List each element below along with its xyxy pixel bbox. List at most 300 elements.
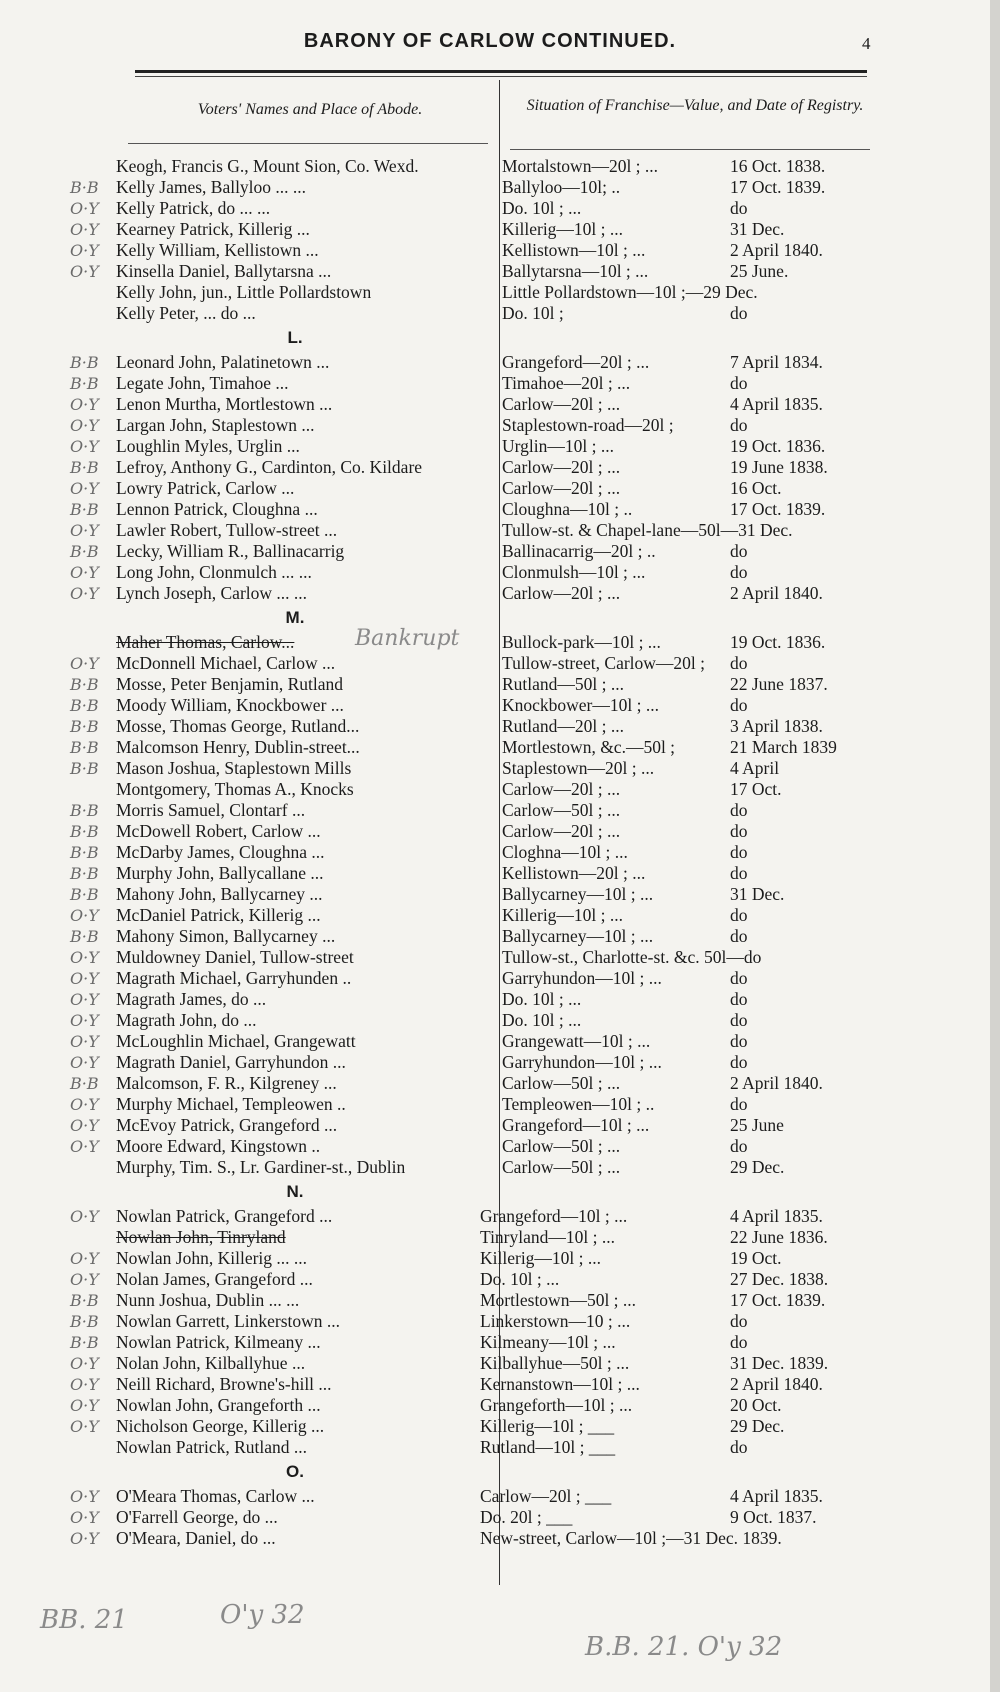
- franchise-situation: Ballytarsna—10l ; ...: [502, 261, 649, 281]
- voter-row: [0, 1073, 990, 1094]
- voter-name: McLoughlin Michael, Grangewatt: [116, 1031, 356, 1051]
- voter-mark: O·Y: [70, 1396, 99, 1415]
- voter-row: [0, 415, 990, 436]
- voter-row: [0, 737, 990, 758]
- registry-date: do: [730, 1136, 748, 1156]
- registry-date: do: [730, 905, 748, 925]
- voter-name: O'Farrell George, do ...: [116, 1507, 278, 1527]
- voter-name: Magrath John, do ...: [116, 1010, 257, 1030]
- voter-row: [0, 1437, 990, 1458]
- franchise-situation: Tullow-st. & Chapel-lane—50l—31 Dec.: [502, 520, 793, 540]
- registry-date: 4 April 1835.: [730, 1486, 823, 1506]
- registry-date: 22 June 1837.: [730, 674, 828, 694]
- voter-name: Malcomson Henry, Dublin-street...: [116, 737, 360, 757]
- voter-name: McDowell Robert, Carlow ...: [116, 821, 321, 841]
- voter-name: McEvoy Patrick, Grangeford ...: [116, 1115, 338, 1135]
- voter-mark: B·B: [70, 675, 99, 694]
- voter-row: [0, 905, 990, 926]
- voter-row: [0, 1031, 990, 1052]
- franchise-situation: Carlow—20l ; ...: [502, 821, 621, 841]
- voter-mark: O·Y: [70, 521, 99, 540]
- registry-date: do: [730, 541, 748, 561]
- voter-name: Nowlan John, Tinryland: [116, 1227, 286, 1247]
- voter-mark: B·B: [70, 458, 99, 477]
- voter-name: Lawler Robert, Tullow-street ...: [116, 520, 338, 540]
- voter-name: Murphy, Tim. S., Lr. Gardiner-st., Dublin: [116, 1157, 406, 1177]
- voter-name: Kelly Patrick, do ... ...: [116, 198, 271, 218]
- franchise-situation: Ballycarney—10l ; ...: [502, 884, 654, 904]
- voter-mark: B·B: [70, 1312, 99, 1331]
- voter-row: [0, 436, 990, 457]
- voter-name: Kearney Patrick, Killerig ...: [116, 219, 310, 239]
- franchise-situation: Do. 10l ; ...: [502, 198, 582, 218]
- voter-mark: B·B: [70, 759, 99, 778]
- voter-mark: O·Y: [70, 1487, 99, 1506]
- franchise-situation: Garryhundon—10l ; ...: [502, 968, 662, 988]
- franchise-situation: New-street, Carlow—10l ;—31 Dec. 1839.: [480, 1528, 782, 1548]
- voter-mark: B·B: [70, 864, 99, 883]
- registry-date: 31 Dec.: [730, 884, 785, 904]
- registry-date: do: [730, 821, 748, 841]
- voter-mark: O·Y: [70, 969, 99, 988]
- voter-row: [0, 457, 990, 478]
- registry-date: 17 Oct. 1839.: [730, 177, 826, 197]
- voter-row: [0, 1486, 990, 1507]
- franchise-situation: Linkerstown—10 ; ...: [480, 1311, 631, 1331]
- voter-mark: B·B: [70, 801, 99, 820]
- registry-date: do: [730, 968, 748, 988]
- registry-date: 2 April 1840.: [730, 1073, 823, 1093]
- voter-row: [0, 1374, 990, 1395]
- voter-row: [0, 583, 990, 604]
- voter-mark: O·Y: [70, 1053, 99, 1072]
- voter-row: [0, 842, 990, 863]
- registry-date: 25 June: [730, 1115, 784, 1135]
- registry-date: do: [730, 800, 748, 820]
- franchise-situation: Kilmeany—10l ; ...: [480, 1332, 616, 1352]
- franchise-situation: Mortlestown, &c.—50l ;: [502, 737, 676, 757]
- voter-row: [0, 240, 990, 261]
- voter-row: [0, 520, 990, 541]
- voter-name: Magrath Michael, Garryhunden ..: [116, 968, 352, 988]
- registry-date: do: [730, 1332, 748, 1352]
- voter-row: [0, 1332, 990, 1353]
- registry-date: 4 April 1835.: [730, 1206, 823, 1226]
- franchise-situation: Grangeforth—10l ; ...: [480, 1395, 633, 1415]
- voter-mark: O·Y: [70, 437, 99, 456]
- voter-mark: B·B: [70, 717, 99, 736]
- voter-name: McDaniel Patrick, Killerig ...: [116, 905, 321, 925]
- voter-name: Legate John, Timahoe ...: [116, 373, 289, 393]
- voter-name: Nolan John, Kilballyhue ...: [116, 1353, 306, 1373]
- franchise-situation: Cloughna—10l ; ..: [502, 499, 633, 519]
- registry-date: do: [730, 198, 748, 218]
- column-header-rule-left: [128, 143, 488, 144]
- voter-name: Mosse, Thomas George, Rutland...: [116, 716, 360, 736]
- section-letter: M.: [285, 608, 305, 627]
- voter-mark: O·Y: [70, 1011, 99, 1030]
- voter-mark: O·Y: [70, 1249, 99, 1268]
- registry-date: 4 April: [730, 758, 780, 778]
- voter-name: Nowlan Garrett, Linkerstown ...: [116, 1311, 341, 1331]
- voter-row: [0, 394, 990, 415]
- voter-mark: B·B: [70, 1333, 99, 1352]
- franchise-situation: Bullock-park—10l ; ...: [502, 632, 661, 652]
- registry-date: 25 June.: [730, 261, 789, 281]
- registry-date: 17 Oct.: [730, 779, 782, 799]
- voter-mark: O·Y: [70, 1417, 99, 1436]
- page-edge: [990, 0, 1000, 1692]
- registry-date: do: [730, 1052, 748, 1072]
- bankrupt-annotation: Bankrupt: [355, 626, 460, 651]
- voter-row: [0, 1416, 990, 1437]
- voter-mark: B·B: [70, 1291, 99, 1310]
- voter-mark: O·Y: [70, 262, 99, 281]
- registry-date: 16 Oct. 1838.: [730, 156, 826, 176]
- voter-mark: B·B: [70, 1074, 99, 1093]
- franchise-situation: Grangewatt—10l ; ...: [502, 1031, 651, 1051]
- voter-name: Kelly Peter, ... do ...: [116, 303, 256, 323]
- franchise-situation: Carlow—20l ; ...: [502, 478, 621, 498]
- voter-row: [0, 541, 990, 562]
- franchise-situation: Carlow—20l ; ...: [502, 583, 621, 603]
- franchise-situation: Cloghna—10l ; ...: [502, 842, 628, 862]
- voter-mark: O·Y: [70, 948, 99, 967]
- franchise-situation: Carlow—20l ; ...: [502, 779, 621, 799]
- voter-row: [0, 989, 990, 1010]
- franchise-situation: Do. 10l ; ...: [502, 1010, 582, 1030]
- voter-name: Nicholson George, Killerig ...: [116, 1416, 325, 1436]
- voter-mark: B·B: [70, 178, 99, 197]
- franchise-situation: Carlow—20l ; ___: [480, 1486, 612, 1506]
- column-header-franchise: Situation of Franchise—Value, and Date of Registry.: [526, 97, 864, 114]
- voter-name: Magrath Daniel, Garryhundon ...: [116, 1052, 346, 1072]
- voter-name: Nunn Joshua, Dublin ... ...: [116, 1290, 300, 1310]
- voter-name: Magrath James, do ...: [116, 989, 267, 1009]
- voter-row: [0, 1206, 990, 1227]
- handwritten-note-bb: BB. 21: [40, 1605, 128, 1635]
- voter-name: Long John, Clonmulch ... ...: [116, 562, 312, 582]
- voter-name: Maher Thomas, Carlow...: [116, 632, 295, 652]
- voter-name: Lefroy, Anthony G., Cardinton, Co. Kildare: [116, 457, 423, 477]
- voter-mark: O·Y: [70, 1508, 99, 1527]
- voter-row: [0, 1353, 990, 1374]
- voter-mark: B·B: [70, 843, 99, 862]
- franchise-situation: Clonmulsh—10l ; ...: [502, 562, 646, 582]
- section-letter: N.: [286, 1182, 304, 1201]
- voter-row: [0, 968, 990, 989]
- franchise-situation: Ballycarney—10l ; ...: [502, 926, 654, 946]
- franchise-situation: Grangeford—10l ; ...: [502, 1115, 650, 1135]
- voter-row: [0, 198, 990, 219]
- voter-name: McDarby James, Cloughna ...: [116, 842, 325, 862]
- header-rule: [135, 70, 867, 73]
- voter-name: Kelly John, jun., Little Pollardstown: [116, 282, 372, 302]
- voter-row: [0, 1136, 990, 1157]
- voter-mark: O·Y: [70, 479, 99, 498]
- registry-date: do: [730, 926, 748, 946]
- registry-date: 3 April 1838.: [730, 716, 823, 736]
- registry-date: 27 Dec. 1838.: [730, 1269, 829, 1289]
- voter-name: O'Meara Thomas, Carlow ...: [116, 1486, 315, 1506]
- voter-mark: O·Y: [70, 1095, 99, 1114]
- franchise-situation: Carlow—20l ; ...: [502, 394, 621, 414]
- voter-row: [0, 1115, 990, 1136]
- franchise-situation: Do. 10l ; ...: [502, 989, 582, 1009]
- franchise-situation: Ballyloo—10l; ..: [502, 177, 621, 197]
- registry-date: do: [730, 653, 748, 673]
- voter-row: [0, 1010, 990, 1031]
- voter-name: Largan John, Staplestown ...: [116, 415, 315, 435]
- voter-mark: O·Y: [70, 1375, 99, 1394]
- voter-name: Lennon Patrick, Cloughna ...: [116, 499, 318, 519]
- registry-date: 17 Oct. 1839.: [730, 499, 826, 519]
- franchise-situation: Kernanstown—10l ; ...: [480, 1374, 640, 1394]
- franchise-situation: Mortalstown—20l ; ...: [502, 156, 659, 176]
- franchise-situation: Rutland—50l ; ...: [502, 674, 625, 694]
- voter-mark: O·Y: [70, 220, 99, 239]
- voter-row: [0, 821, 990, 842]
- page-title: BARONY OF CARLOW CONTINUED.: [303, 30, 677, 52]
- voter-name: Lynch Joseph, Carlow ... ...: [116, 583, 308, 603]
- franchise-situation: Rutland—20l ; ...: [502, 716, 625, 736]
- voter-mark: B·B: [70, 542, 99, 561]
- franchise-situation: Carlow—20l ; ...: [502, 457, 621, 477]
- voter-mark: O·Y: [70, 241, 99, 260]
- registry-date: do: [730, 695, 748, 715]
- registry-date: do: [730, 415, 748, 435]
- voter-mark: O·Y: [70, 1137, 99, 1156]
- franchise-situation: Grangeford—10l ; ...: [480, 1206, 628, 1226]
- registry-date: do: [730, 1094, 748, 1114]
- voter-name: Murphy John, Ballycallane ...: [116, 863, 324, 883]
- franchise-situation: Do. 10l ; ...: [480, 1269, 560, 1289]
- voter-row: [0, 1052, 990, 1073]
- voter-row: [0, 177, 990, 198]
- registry-date: 31 Dec.: [730, 219, 785, 239]
- registry-date: 19 June 1838.: [730, 457, 828, 477]
- voter-mark: O·Y: [70, 1116, 99, 1135]
- voter-mark: O·Y: [70, 1529, 99, 1548]
- franchise-situation: Tullow-street, Carlow—20l ;: [502, 653, 706, 673]
- registry-date: 9 Oct. 1837.: [730, 1507, 817, 1527]
- voter-mark: O·Y: [70, 395, 99, 414]
- franchise-situation: Kellistown—20l ; ...: [502, 863, 646, 883]
- franchise-situation: Do. 10l ;: [502, 303, 564, 323]
- registry-date: do: [730, 562, 748, 582]
- franchise-situation: Little Pollardstown—10l ;—29 Dec.: [502, 282, 758, 302]
- voter-mark: B·B: [70, 500, 99, 519]
- voter-name: Morris Samuel, Clontarf ...: [116, 800, 306, 820]
- franchise-situation: Staplestown—20l ; ...: [502, 758, 655, 778]
- voter-row: [0, 800, 990, 821]
- registry-date: do: [730, 989, 748, 1009]
- voter-mark: O·Y: [70, 1032, 99, 1051]
- voter-name: Kelly James, Ballyloo ... ...: [116, 177, 307, 197]
- voter-name: Murphy Michael, Templeowen ..: [116, 1094, 346, 1114]
- registry-date: 19 Oct. 1836.: [730, 632, 826, 652]
- voter-name: Lecky, William R., Ballinacarrig: [116, 541, 345, 561]
- franchise-situation: Garryhundon—10l ; ...: [502, 1052, 662, 1072]
- voter-row: [0, 674, 990, 695]
- voter-row: [0, 1395, 990, 1416]
- registry-date: 31 Dec. 1839.: [730, 1353, 829, 1373]
- registry-date: 2 April 1840.: [730, 583, 823, 603]
- voter-mark: B·B: [70, 738, 99, 757]
- voter-mark: B·B: [70, 927, 99, 946]
- voter-name: O'Meara, Daniel, do ...: [116, 1528, 276, 1548]
- voter-name: Nowlan John, Grangeforth ...: [116, 1395, 321, 1415]
- franchise-situation: Kellistown—10l ; ...: [502, 240, 646, 260]
- franchise-situation: Carlow—50l ; ...: [502, 1073, 621, 1093]
- voter-name: Mason Joshua, Staplestown Mills: [116, 758, 352, 778]
- registry-date: 29 Dec.: [730, 1416, 785, 1436]
- franchise-situation: Rutland—10l ; ___: [480, 1437, 616, 1457]
- franchise-situation: Ballinacarrig—20l ; ..: [502, 541, 656, 561]
- section-letter: L.: [287, 328, 303, 347]
- franchise-situation: Carlow—50l ; ...: [502, 1136, 621, 1156]
- voter-name: Neill Richard, Browne's-hill ...: [116, 1374, 332, 1394]
- voter-row: [0, 1311, 990, 1332]
- voter-mark: O·Y: [70, 563, 99, 582]
- voter-row: [0, 478, 990, 499]
- voter-row: [0, 303, 990, 324]
- voter-name: Kelly William, Kellistown ...: [116, 240, 319, 260]
- voter-row: [0, 863, 990, 884]
- franchise-situation: Timahoe—20l ; ...: [502, 373, 631, 393]
- voter-row: [0, 1269, 990, 1290]
- voter-mark: O·Y: [70, 416, 99, 435]
- franchise-situation: Tinryland—10l ; ...: [480, 1227, 615, 1247]
- registry-date: 20 Oct.: [730, 1395, 782, 1415]
- voter-mark: B·B: [70, 696, 99, 715]
- handwritten-note-oy: O'y 32: [220, 1600, 305, 1630]
- header-rule-thin: [135, 76, 867, 77]
- registry-date: 4 April 1835.: [730, 394, 823, 414]
- registry-date: do: [730, 1437, 748, 1457]
- registry-date: do: [730, 1311, 748, 1331]
- voter-row: [0, 1290, 990, 1311]
- voter-row: [0, 562, 990, 583]
- voter-row: [0, 261, 990, 282]
- voter-row: [0, 884, 990, 905]
- voter-name: Lenon Murtha, Mortlestown ...: [116, 394, 333, 414]
- voter-row: [0, 219, 990, 240]
- franchise-situation: Carlow—50l ; ...: [502, 800, 621, 820]
- voter-row: [0, 1227, 990, 1248]
- voter-mark: B·B: [70, 353, 99, 372]
- franchise-situation: Staplestown-road—20l ;: [502, 415, 674, 435]
- voter-name: Mosse, Peter Benjamin, Rutland: [116, 674, 343, 694]
- voter-row: [0, 1094, 990, 1115]
- voter-name: Montgomery, Thomas A., Knocks: [116, 779, 354, 799]
- registry-date: 7 April 1834.: [730, 352, 823, 372]
- voter-name: Nowlan Patrick, Kilmeany ...: [116, 1332, 321, 1352]
- voter-name: McDonnell Michael, Carlow ...: [116, 653, 336, 673]
- voter-name: Loughlin Myles, Urglin ...: [116, 436, 300, 456]
- voter-row: [0, 695, 990, 716]
- voter-mark: O·Y: [70, 1207, 99, 1226]
- franchise-situation: Knockbower—10l ; ...: [502, 695, 659, 715]
- registry-date: 16 Oct.: [730, 478, 782, 498]
- franchise-situation: Tullow-st., Charlotte-st. &c. 50l—do: [502, 947, 762, 967]
- voter-mark: B·B: [70, 374, 99, 393]
- voter-name: Nowlan Patrick, Grangeford ...: [116, 1206, 333, 1226]
- voter-row: [0, 716, 990, 737]
- voter-row: [0, 1507, 990, 1528]
- registry-date: 2 April 1840.: [730, 240, 823, 260]
- franchise-situation: Templeowen—10l ; ..: [502, 1094, 655, 1114]
- voter-name: Mahony Simon, Ballycarney ...: [116, 926, 336, 946]
- franchise-situation: Carlow—50l ; ...: [502, 1157, 621, 1177]
- voter-mark: O·Y: [70, 584, 99, 603]
- registry-date: 19 Oct.: [730, 1248, 782, 1268]
- voter-row: [0, 926, 990, 947]
- voter-row: [0, 1157, 990, 1178]
- voter-mark: O·Y: [70, 199, 99, 218]
- voter-name: Moore Edward, Kingstown ..: [116, 1136, 321, 1156]
- voter-row: [0, 1248, 990, 1269]
- voter-row: [0, 1528, 990, 1549]
- voter-mark: B·B: [70, 885, 99, 904]
- voter-row: [0, 352, 990, 373]
- voter-mark: O·Y: [70, 1354, 99, 1373]
- voter-mark: O·Y: [70, 906, 99, 925]
- franchise-situation: Urglin—10l ; ...: [502, 436, 614, 456]
- franchise-situation: Do. 20l ; ___: [480, 1507, 573, 1527]
- franchise-situation: Kilballyhue—50l ; ...: [480, 1353, 630, 1373]
- voter-row: [0, 499, 990, 520]
- voter-name: Keogh, Francis G., Mount Sion, Co. Wexd.: [116, 156, 419, 176]
- voter-name: Malcomson, F. R., Kilgreney ...: [116, 1073, 337, 1093]
- voter-name: Nowlan Patrick, Rutland ...: [116, 1437, 308, 1457]
- franchise-situation: Killerig—10l ; ...: [480, 1248, 602, 1268]
- voter-row: [0, 156, 990, 177]
- registry-date: 29 Dec.: [730, 1157, 785, 1177]
- registry-date: do: [730, 1031, 748, 1051]
- registry-date: 2 April 1840.: [730, 1374, 823, 1394]
- registry-date: do: [730, 373, 748, 393]
- franchise-situation: Killerig—10l ; ...: [502, 219, 624, 239]
- voter-mark: O·Y: [70, 1270, 99, 1289]
- voter-name: Nowlan John, Killerig ... ...: [116, 1248, 308, 1268]
- registry-date: 17 Oct. 1839.: [730, 1290, 826, 1310]
- registry-date: do: [730, 863, 748, 883]
- handwritten-note-total: B.B. 21. O'y 32: [585, 1632, 783, 1662]
- franchise-situation: Grangeford—20l ; ...: [502, 352, 650, 372]
- voter-name: Lowry Patrick, Carlow ...: [116, 478, 295, 498]
- voter-row: [0, 779, 990, 800]
- voter-mark: O·Y: [70, 990, 99, 1009]
- franchise-situation: Killerig—10l ; ___: [480, 1416, 615, 1436]
- voter-row: [0, 653, 990, 674]
- voter-row: [0, 282, 990, 303]
- voter-row: [0, 373, 990, 394]
- voter-name: Moody William, Knockbower ...: [116, 695, 344, 715]
- registry-date: 19 Oct. 1836.: [730, 436, 826, 456]
- voter-name: Mahony John, Ballycarney ...: [116, 884, 323, 904]
- column-header-voters: Voters' Names and Place of Abode.: [197, 101, 423, 118]
- section-letter: O.: [286, 1462, 304, 1481]
- voter-name: Leonard John, Palatinetown ...: [116, 352, 330, 372]
- registry-date: do: [730, 1010, 748, 1030]
- franchise-situation: Killerig—10l ; ...: [502, 905, 624, 925]
- voter-name: Kinsella Daniel, Ballytarsna ...: [116, 261, 332, 281]
- voter-name: Nolan James, Grangeford ...: [116, 1269, 313, 1289]
- column-header-rule-right: [510, 149, 870, 150]
- voter-mark: B·B: [70, 822, 99, 841]
- registry-date: 21 March 1839: [730, 737, 837, 757]
